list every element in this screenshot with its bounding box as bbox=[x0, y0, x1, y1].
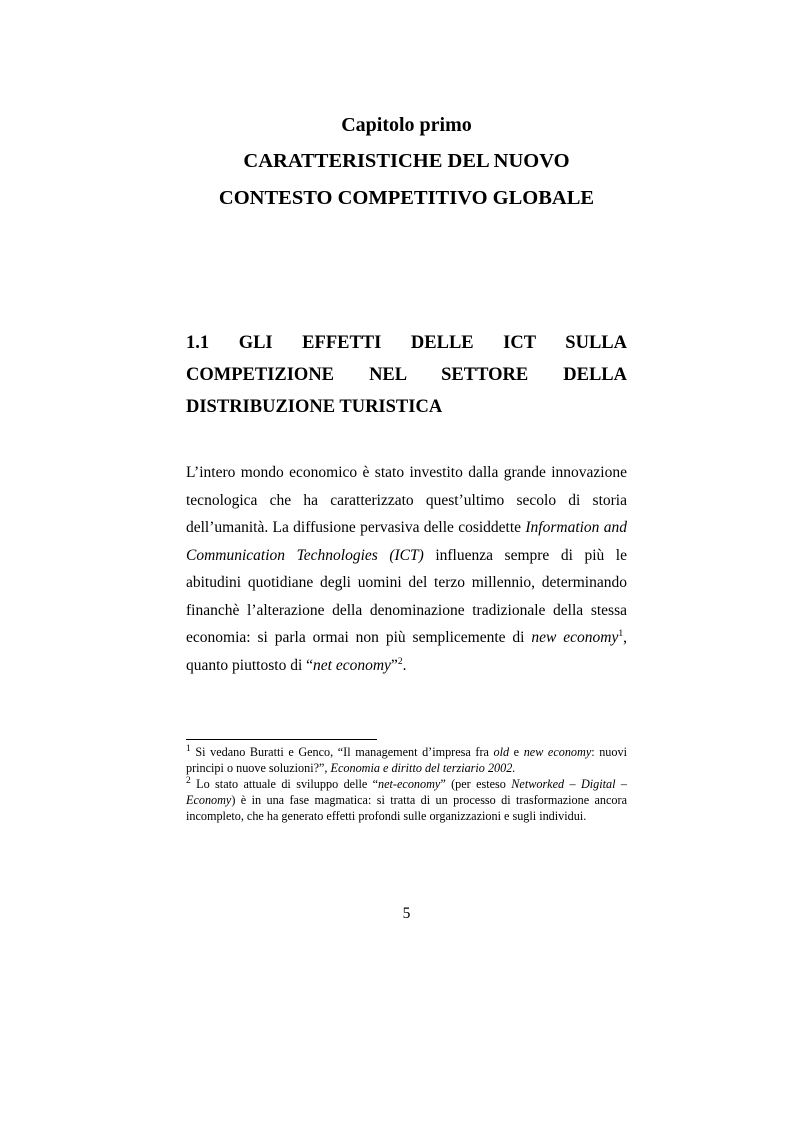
section-heading-line-3: DISTRIBUZIONE TURISTICA bbox=[186, 397, 443, 417]
paragraph-text: ” bbox=[390, 656, 398, 674]
section-heading-line-1: 1.1 GLI EFFETTI DELLE ICT SULLA bbox=[186, 333, 627, 353]
footnote-separator bbox=[186, 739, 377, 740]
footnote-italic: Networked – Digital – Economy bbox=[186, 777, 627, 807]
paragraph-italic-term: new economy bbox=[531, 629, 619, 646]
footnote-italic: net-economy bbox=[378, 777, 441, 791]
footnote-text: : nuovi principi o nuove soluzioni?”, bbox=[186, 745, 627, 775]
paragraph-italic-term: Information and Communication Technologies (ICT) bbox=[186, 519, 627, 564]
body-paragraph bbox=[186, 459, 627, 679]
paragraph-text: . bbox=[402, 656, 407, 674]
chapter-title-line-1: CARATTERISTICHE DEL NUOVO bbox=[243, 150, 570, 172]
footnote-italic: new economy bbox=[523, 745, 592, 759]
footnote-reference: 2 bbox=[397, 656, 403, 667]
footnote-1 bbox=[186, 745, 627, 777]
section-heading-line-2: COMPETIZIONE NEL SETTORE DELLA bbox=[186, 365, 627, 385]
chapter-label: Capitolo primo bbox=[341, 114, 472, 136]
footnote-text: ” (per esteso bbox=[440, 777, 512, 791]
page-number: 5 bbox=[402, 905, 411, 922]
paragraph-text: L’intero mondo economico è stato investito dalla grande innovazione tecnologica che ha caratterizzato quest’ultimo secolo di storia dell’umanità. La diffusione pervasiva delle cosiddette bbox=[186, 464, 627, 536]
footnote-italic: Economia e diritto del terziario 2002. bbox=[330, 760, 516, 775]
footnote-text: ) è in una fase magmatica: si tratta di un processo di trasformazione ancora incompleto, che ha generato effetti profondi sulle organizzazioni e sugli individui. bbox=[186, 792, 627, 823]
footnote-number: 1 bbox=[186, 743, 191, 754]
paragraph-text: , quanto piuttosto di “ bbox=[186, 629, 627, 674]
footnote-number: 2 bbox=[186, 775, 191, 786]
footnote-text: e bbox=[509, 745, 524, 759]
footnote-text: Si vedano Buratti e Genco, “Il management d’impresa fra bbox=[190, 745, 494, 759]
chapter-title-line-2: CONTESTO COMPETITIVO GLOBALE bbox=[218, 187, 595, 209]
footnote-text: Lo stato attuale di sviluppo delle “ bbox=[190, 777, 379, 791]
paragraph-italic-term: net economy bbox=[313, 656, 391, 674]
footnote-reference: 1 bbox=[618, 628, 624, 639]
footnote-2 bbox=[186, 777, 627, 824]
paragraph-text: influenza sempre di più le abitudini quotidiane degli uomini del terzo millennio, determinando financhè l’alterazione della denominazione tradizionale della stessa economia: si parla ormai non più semplicemente di bbox=[186, 546, 627, 646]
footnote-italic: old bbox=[493, 745, 510, 759]
